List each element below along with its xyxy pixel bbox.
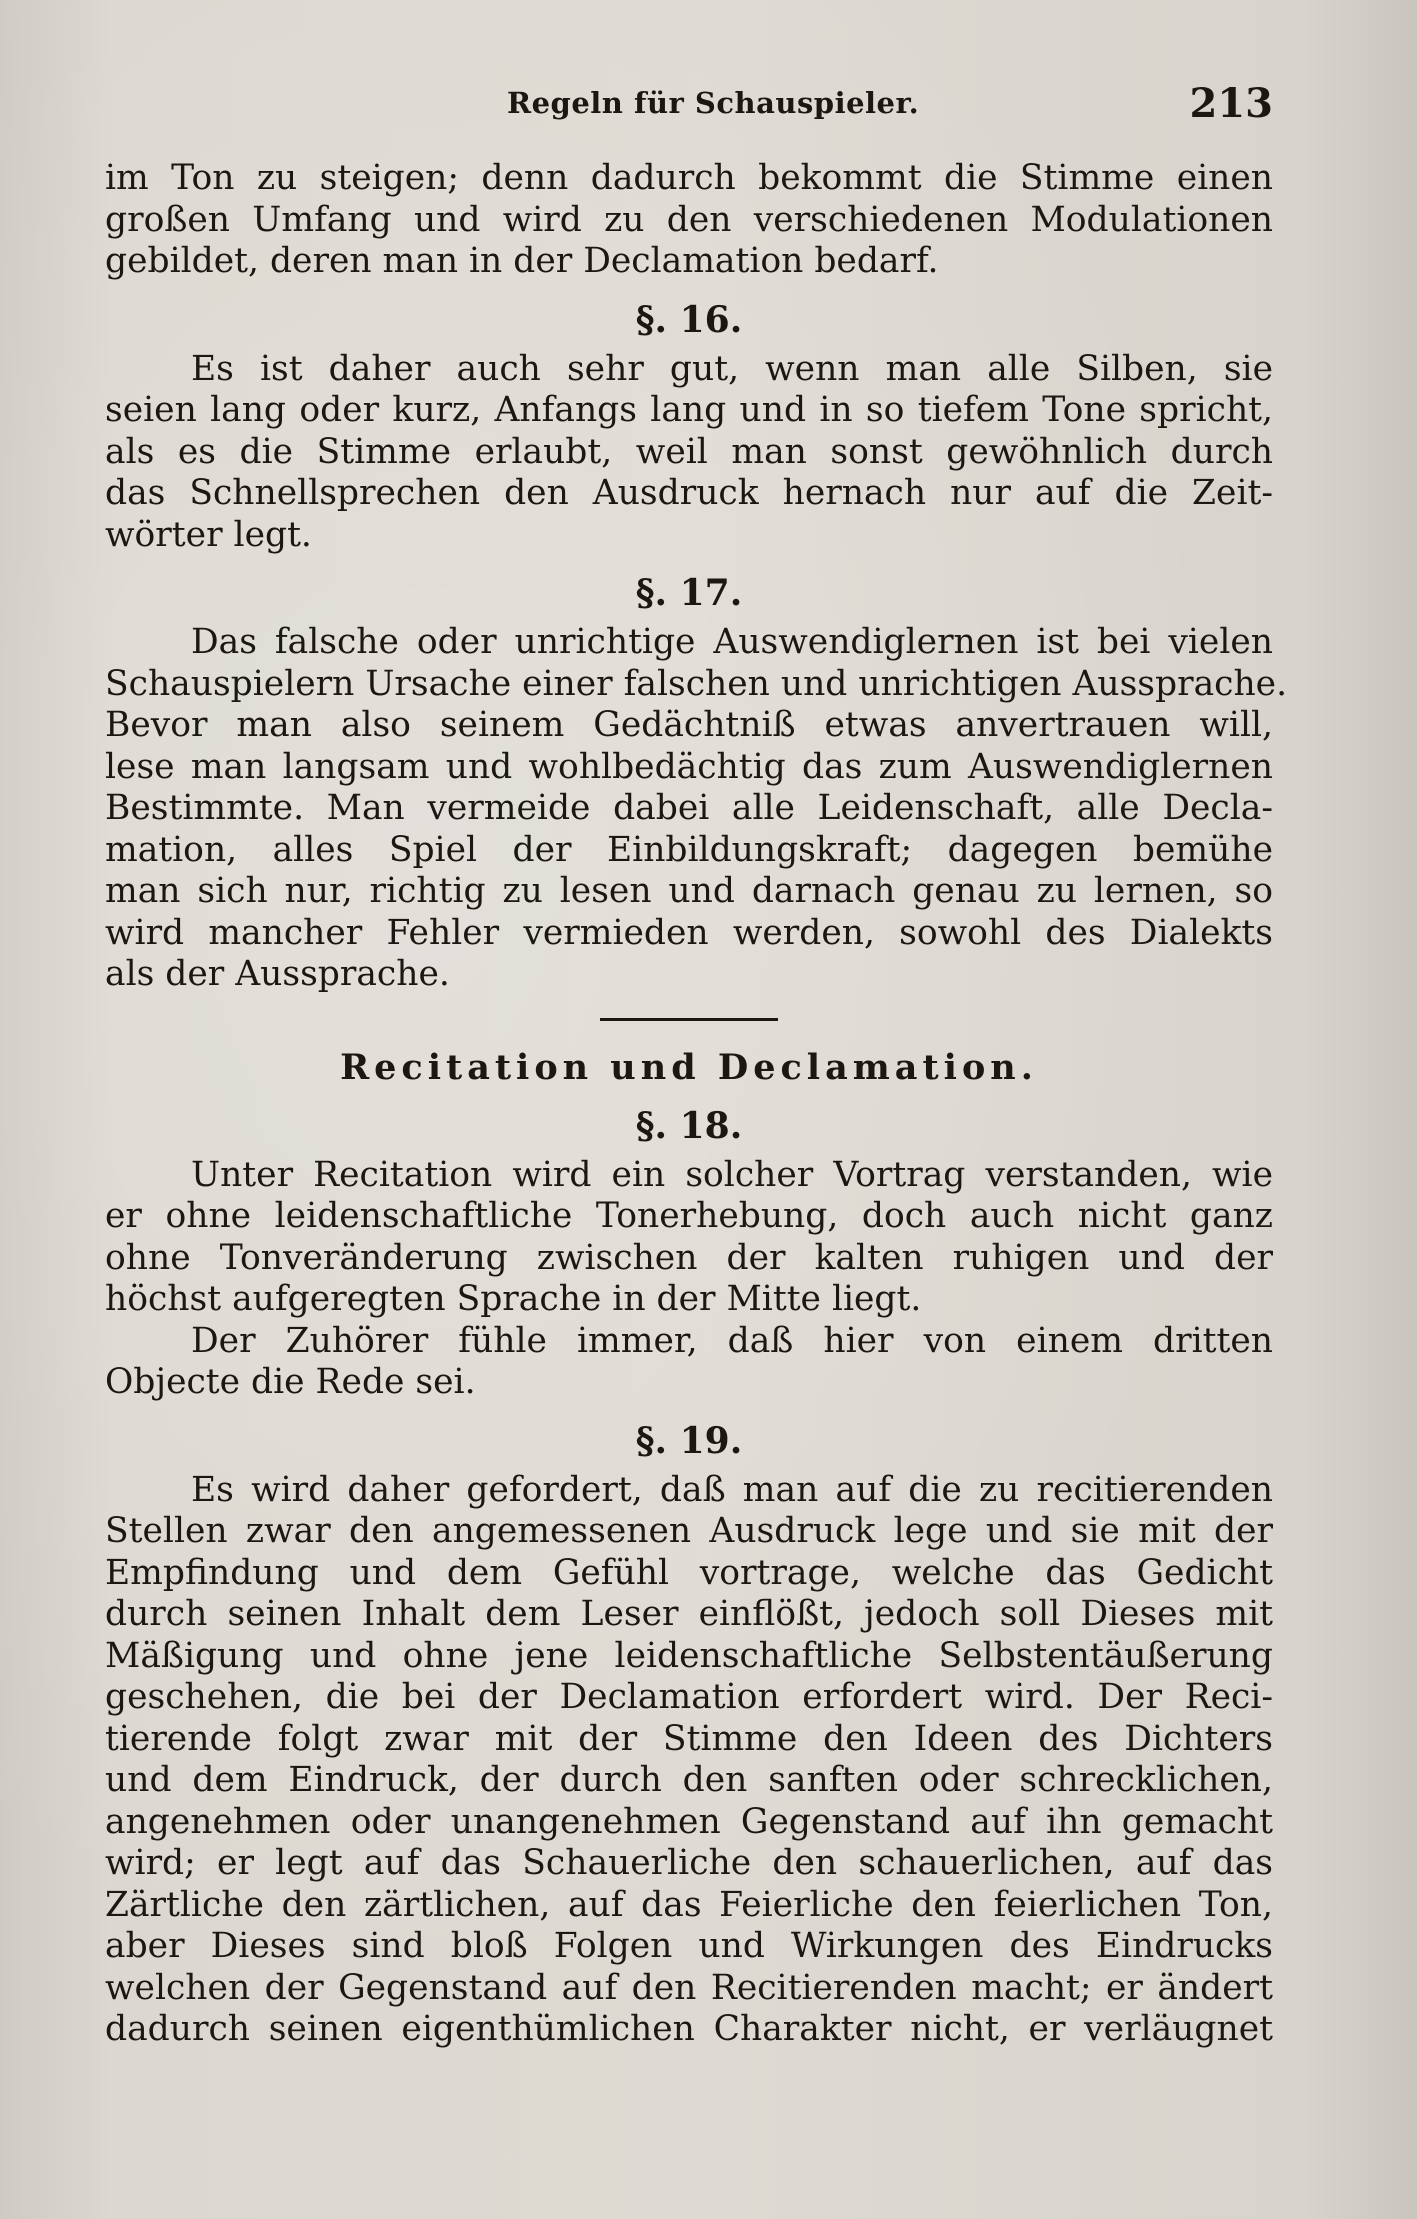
text-line: dadurch seinen eigenthümlichen Charakter nicht, er verläugnet — [105, 2009, 1273, 2049]
text-line: Schauspielern Ursache einer falschen und unrichtigen Aussprache. — [105, 663, 1288, 704]
text-line: Bestimmte. Man vermeide dabei alle Leidenschaft, alle Decla- — [105, 788, 1273, 828]
page-text — [105, 158, 1288, 2051]
text-line: ohne Tonveränderung zwischen der kalten ruhigen und der — [105, 1237, 1273, 1278]
running-head: Regeln für Schauspieler. — [507, 86, 920, 120]
section-16-heading: §. 16. — [635, 298, 743, 341]
text-line: man sich nur, richtig zu lesen und darnach genau zu lernen, so — [105, 871, 1273, 911]
text-line: angenehmen oder unangenehmen Gegenstand auf ihn gemacht — [105, 1801, 1273, 1842]
text-line: wird mancher Fehler vermieden werden, sowohl des Dialekts — [105, 912, 1273, 953]
section-18-heading: §. 18. — [635, 1104, 743, 1147]
text-line: Es wird daher gefordert, daß man auf die zu recitierenden — [191, 1469, 1273, 1510]
text-line: Objecte die Rede sei. — [105, 1362, 476, 1402]
text-line: im Ton zu steigen; denn dadurch bekommt die Stimme einen — [105, 158, 1273, 198]
text-line: als der Aussprache. — [105, 954, 450, 994]
text-line: er ohne leidenschaftliche Tonerhebung, doch auch nicht ganz — [105, 1196, 1273, 1236]
text-line: aber Dieses sind bloß Folgen und Wirkungen des Eindrucks — [105, 1926, 1273, 1966]
text-line: welchen der Gegenstand auf den Recitierenden macht; er ändert — [105, 1967, 1273, 2008]
chapter-title: Recitation und Declamation. — [340, 1046, 1038, 1088]
section-19-heading: §. 19. — [635, 1419, 743, 1462]
text-line: Der Zuhörer fühle immer, daß hier von einem dritten — [191, 1320, 1273, 1361]
section-divider — [600, 1018, 778, 1021]
page-number: 213 — [1189, 80, 1273, 127]
text-line: Stellen zwar den angemessenen Ausdruck lege und sie mit der — [105, 1511, 1273, 1551]
text-line: Bevor man also seinem Gedächtniß etwas anvertrauen will, — [105, 705, 1273, 745]
text-line: Das falsche oder unrichtige Auswendiglernen ist bei vielen — [191, 622, 1273, 662]
text-line: höchst aufgeregten Sprache in der Mitte liegt. — [105, 1279, 922, 1319]
section-17-heading: §. 17. — [635, 572, 743, 614]
text-line: Empfindung und dem Gefühl vortrage, welche das Gedicht — [105, 1552, 1273, 1593]
text-line: gebildet, deren man in der Declamation bedarf. — [105, 241, 939, 281]
text-line: mation, alles Spiel der Einbildungskraft; dagegen bemühe — [105, 829, 1273, 870]
text-line: wird; er legt auf das Schauerliche den schauerlichen, auf das — [105, 1843, 1273, 1883]
text-line: das Schnellsprechen den Ausdruck hernach nur auf die Zeit- — [105, 473, 1273, 513]
text-line: Mäßigung und ohne jene leidenschaftliche Selbstentäußerung — [105, 1635, 1273, 1676]
text-line: wörter legt. — [105, 514, 312, 555]
text-line: durch seinen Inhalt dem Leser einflößt, jedoch soll Dieses mit — [105, 1594, 1273, 1634]
text-line: geschehen, die bei der Declamation erfordert wird. Der Reci- — [105, 1677, 1273, 1717]
text-line: seien lang oder kurz, Anfangs lang und in so tiefem Tone spricht, — [105, 390, 1273, 430]
text-line: als es die Stimme erlaubt, weil man sonst gewöhnlich durch — [105, 431, 1273, 472]
text-line: Zärtliche den zärtlichen, auf das Feierliche den feierlichen Ton, — [105, 1884, 1273, 1925]
text-line: lese man langsam und wohlbedächtig das zum Auswendiglernen — [105, 746, 1273, 787]
text-line: Es ist daher auch sehr gut, wenn man alle Silben, sie — [191, 348, 1273, 389]
text-line: Unter Recitation wird ein solcher Vortrag verstanden, wie — [191, 1154, 1273, 1195]
text-line: und dem Eindruck, der durch den sanften oder schrecklichen, — [105, 1760, 1273, 1800]
text-line: großen Umfang und wird zu den verschiedenen Modulationen — [105, 199, 1273, 240]
text-line: tierende folgt zwar mit der Stimme den Ideen des Dichters — [105, 1718, 1273, 1759]
page-header — [105, 80, 1273, 140]
